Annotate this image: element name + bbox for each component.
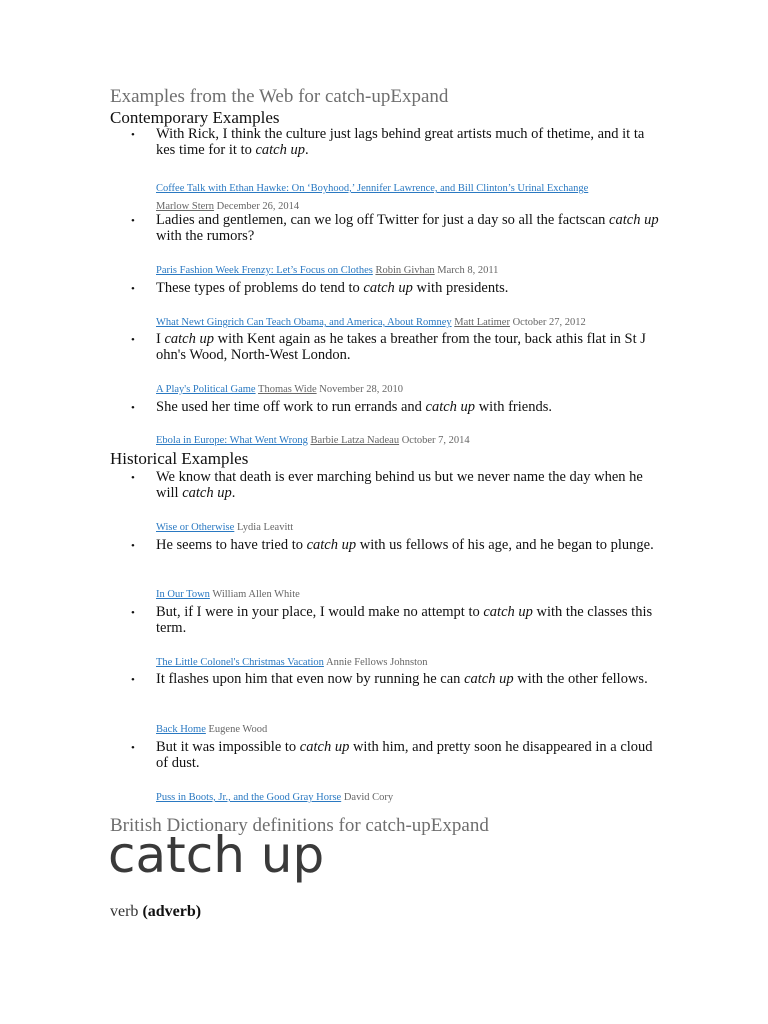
example-source xyxy=(156,792,393,803)
headword-emphasis: catch up xyxy=(609,212,659,228)
sentence-text: with the rumors? xyxy=(156,228,255,244)
example-source xyxy=(156,265,498,276)
bullet-icon: • xyxy=(131,129,135,141)
example-source xyxy=(156,384,403,395)
source-date: March 8, 2011 xyxy=(437,265,499,276)
sentence-text: She used her time off work to run errands and xyxy=(156,399,426,415)
sentence-text: I xyxy=(156,331,165,347)
source-title-link[interactable]: What Newt Gingrich Can Teach Obama, and America, About Romney xyxy=(156,317,452,328)
bullet-icon: • xyxy=(131,402,135,414)
source-title-link[interactable]: In Our Town xyxy=(156,589,210,600)
sentence-text: with friends. xyxy=(475,399,552,415)
headword-emphasis: catch up xyxy=(425,399,476,415)
bullet-icon: • xyxy=(131,283,135,295)
author-name: Annie Fellows Johnston xyxy=(325,657,428,668)
example-source xyxy=(156,180,616,216)
sentence-text: Ladies and gentlemen, can we log off Twitter for just a day so all the factscan xyxy=(156,212,610,228)
web-examples-heading: Examples from the Web for catch-upExpand xyxy=(110,86,449,107)
bullet-icon: • xyxy=(131,215,135,227)
pos-label: verb xyxy=(110,903,139,920)
sentence-text: But it was impossible to xyxy=(156,739,300,755)
sentence-text: It flashes upon him that even now by running he can xyxy=(156,671,465,687)
headword-emphasis: catch up xyxy=(182,485,232,501)
pos-qualifier: (adverb) xyxy=(142,903,202,920)
headword-emphasis: catch up xyxy=(464,671,514,687)
author-name: Lydia Leavitt xyxy=(236,522,294,533)
author-name: Eugene Wood xyxy=(208,724,268,735)
sentence-text: He seems to have tried to xyxy=(156,537,307,553)
example-source xyxy=(156,317,586,328)
source-title-link[interactable]: Puss in Boots, Jr., and the Good Gray Horse xyxy=(156,792,342,803)
example-source xyxy=(156,435,470,446)
example-sentence xyxy=(156,739,666,771)
sentence-text: But, if I were in your place, I would make no attempt to xyxy=(156,604,484,620)
source-title-link[interactable]: Coffee Talk with Ethan Hawke: On ‘Boyhood,’ Jennifer Lawrence, and Bill Clinton’s Urinal Exchange xyxy=(156,183,589,194)
bullet-icon: • xyxy=(131,674,135,686)
example-sentence xyxy=(156,126,666,158)
headword-emphasis: catch up xyxy=(363,280,413,296)
source-date: October 7, 2014 xyxy=(401,435,470,446)
source-title-link[interactable]: Paris Fashion Week Frenzy: Let’s Focus on Clothes xyxy=(156,265,373,276)
british-definitions-heading: British Dictionary definitions for catch-upExpand xyxy=(110,815,489,836)
example-sentence xyxy=(156,280,666,296)
example-sentence xyxy=(156,604,666,636)
bullet-icon: • xyxy=(131,742,135,754)
headword-emphasis: catch up xyxy=(483,604,533,620)
source-title-link[interactable]: Wise or Otherwise xyxy=(156,522,235,533)
headword-emphasis: catch up xyxy=(164,331,214,347)
sentence-text: with the classes this term. xyxy=(156,604,653,636)
example-source xyxy=(156,589,300,600)
bullet-icon: • xyxy=(131,540,135,552)
sentence-text: . xyxy=(231,485,236,501)
example-sentence xyxy=(156,469,666,501)
example-source xyxy=(156,724,267,735)
sentence-text: with the other fellows. xyxy=(513,671,648,687)
sentence-text: with him, and pretty soon he disappeared in a cloud of dust. xyxy=(156,739,653,771)
author-link[interactable]: Robin Givhan xyxy=(375,265,435,276)
author-link[interactable]: Thomas Wide xyxy=(258,384,317,395)
part-of-speech xyxy=(110,903,201,921)
historical-heading: Historical Examples xyxy=(110,449,249,468)
example-sentence xyxy=(156,212,666,244)
sentence-text: with presidents. xyxy=(412,280,509,296)
sentence-text: with Kent again as he takes a breather from the tour, back athis flat in St J ohn's Wood, North-West London. xyxy=(156,331,646,363)
headword-emphasis: catch up xyxy=(306,537,357,553)
sentence-text: with us fellows of his age, and he began to plunge. xyxy=(356,537,654,553)
source-title-link[interactable]: Ebola in Europe: What Went Wrong xyxy=(156,435,308,446)
sentence-text: . xyxy=(305,142,309,158)
example-sentence xyxy=(156,331,666,363)
example-source xyxy=(156,657,428,668)
headword: catch up xyxy=(108,826,325,884)
contemporary-heading: Contemporary Examples xyxy=(110,108,280,127)
source-date: November 28, 2010 xyxy=(319,384,403,395)
example-source xyxy=(156,522,293,533)
author-link[interactable]: Barbie Latza Nadeau xyxy=(310,435,400,446)
author-name: David Cory xyxy=(343,792,394,803)
example-sentence xyxy=(156,399,666,415)
bullet-icon: • xyxy=(131,472,135,484)
sentence-text: These types of problems do tend to xyxy=(156,280,364,296)
source-title-link[interactable]: A Play's Political Game xyxy=(156,384,256,395)
headword-emphasis: catch up xyxy=(299,739,350,755)
headword-emphasis: catch up xyxy=(255,142,305,158)
author-name: William Allen White xyxy=(212,589,300,600)
bullet-icon: • xyxy=(131,607,135,619)
sentence-text: With Rick, I think the culture just lags behind great artists much of thetime, and it ta kes time for it to xyxy=(156,126,645,158)
source-date: October 27, 2012 xyxy=(512,317,586,328)
source-date: December 26, 2014 xyxy=(216,201,300,212)
author-link[interactable]: Marlow Stern xyxy=(156,201,215,212)
source-title-link[interactable]: The Little Colonel's Christmas Vacation xyxy=(156,657,324,668)
bullet-icon: • xyxy=(131,334,135,346)
example-sentence xyxy=(156,671,666,687)
author-link[interactable]: Matt Latimer xyxy=(454,317,510,328)
sentence-text: We know that death is ever marching behind us but we never name the day when he will xyxy=(156,469,643,501)
example-sentence xyxy=(156,537,666,553)
source-title-link[interactable]: Back Home xyxy=(156,724,206,735)
